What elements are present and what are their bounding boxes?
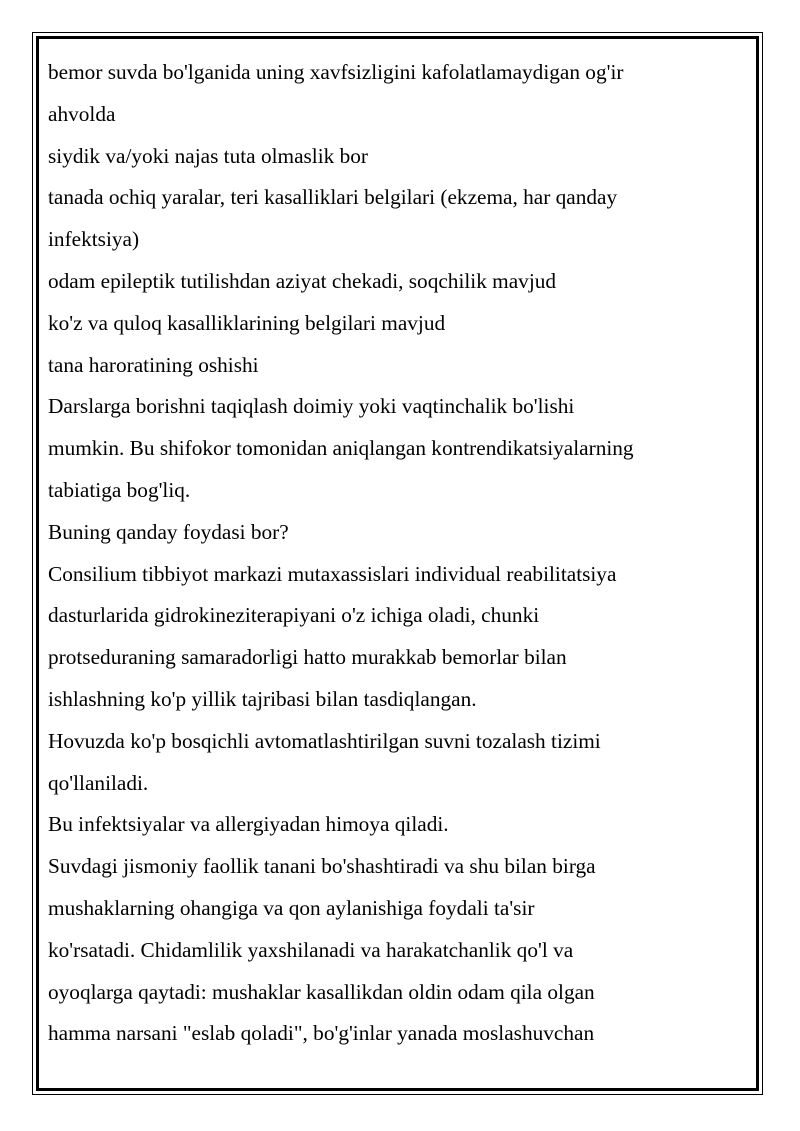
text-line: tana haroratining oshishi — [48, 352, 259, 377]
text-line: siydik va/yoki najas tuta olmaslik bor — [48, 143, 369, 168]
text-line: Hovuzda ko'p bosqichli avtomatlashtirilgan suvni tozalash tizimi — [48, 728, 601, 753]
text-line: odam epileptik tutilishdan aziyat chekadi, soqchilik mavjud — [48, 268, 557, 293]
text-line: hamma narsani "eslab qoladi", bo'g'inlar yanada moslashuvchan — [48, 1021, 595, 1046]
text-line: infektsiya) — [48, 227, 140, 252]
text-line: Bu infektsiyalar va allergiyadan himoya qiladi. — [48, 812, 449, 837]
text-line: tanada ochiq yaralar, teri kasalliklari belgilari (ekzema, har qanday — [48, 185, 618, 210]
text-line: Consilium tibbiyot markazi mutaxassislari individual reabilitatsiya — [48, 561, 617, 586]
document-body — [48, 52, 748, 1055]
text-line: dasturlarida gidrokineziterapiyani o'z ichiga oladi, chunki — [48, 603, 540, 628]
text-line: Suvdagi jismoniy faollik tanani bo'shashtiradi va shu bilan birga — [48, 854, 596, 879]
text-line: tabiatiga bog'liq. — [48, 477, 191, 502]
text-line: qo'llaniladi. — [48, 770, 149, 795]
text-line: Darslarga borishni taqiqlash doimiy yoki vaqtinchalik bo'lishi — [48, 394, 575, 419]
text-line: mushaklarning ohangiga va qon aylanishiga foydali ta'sir — [48, 895, 535, 920]
text-line: Buning qanday foydasi bor? — [48, 519, 289, 544]
text-line: ko'z va quloq kasalliklarining belgilari mavjud — [48, 310, 446, 335]
text-line: bemor suvda bo'lganida uning xavfsizligini kafolatlamaydigan og'ir — [48, 60, 624, 84]
text-line: ishlashning ko'p yillik tajribasi bilan tasdiqlangan. — [48, 686, 477, 711]
text-line: mumkin. Bu shifokor tomonidan aniqlangan kontrendikatsiyalarning — [48, 436, 634, 461]
text-line: oyoqlarga qaytadi: mushaklar kasallikdan oldin odam qila olgan — [48, 979, 595, 1004]
text-line: ko'rsatadi. Chidamlilik yaxshilanadi va harakatchanlik qo'l va — [48, 937, 574, 962]
text-line: ahvolda — [48, 101, 116, 126]
text-line: protseduraning samaradorligi hatto murakkab bemorlar bilan — [48, 645, 567, 670]
